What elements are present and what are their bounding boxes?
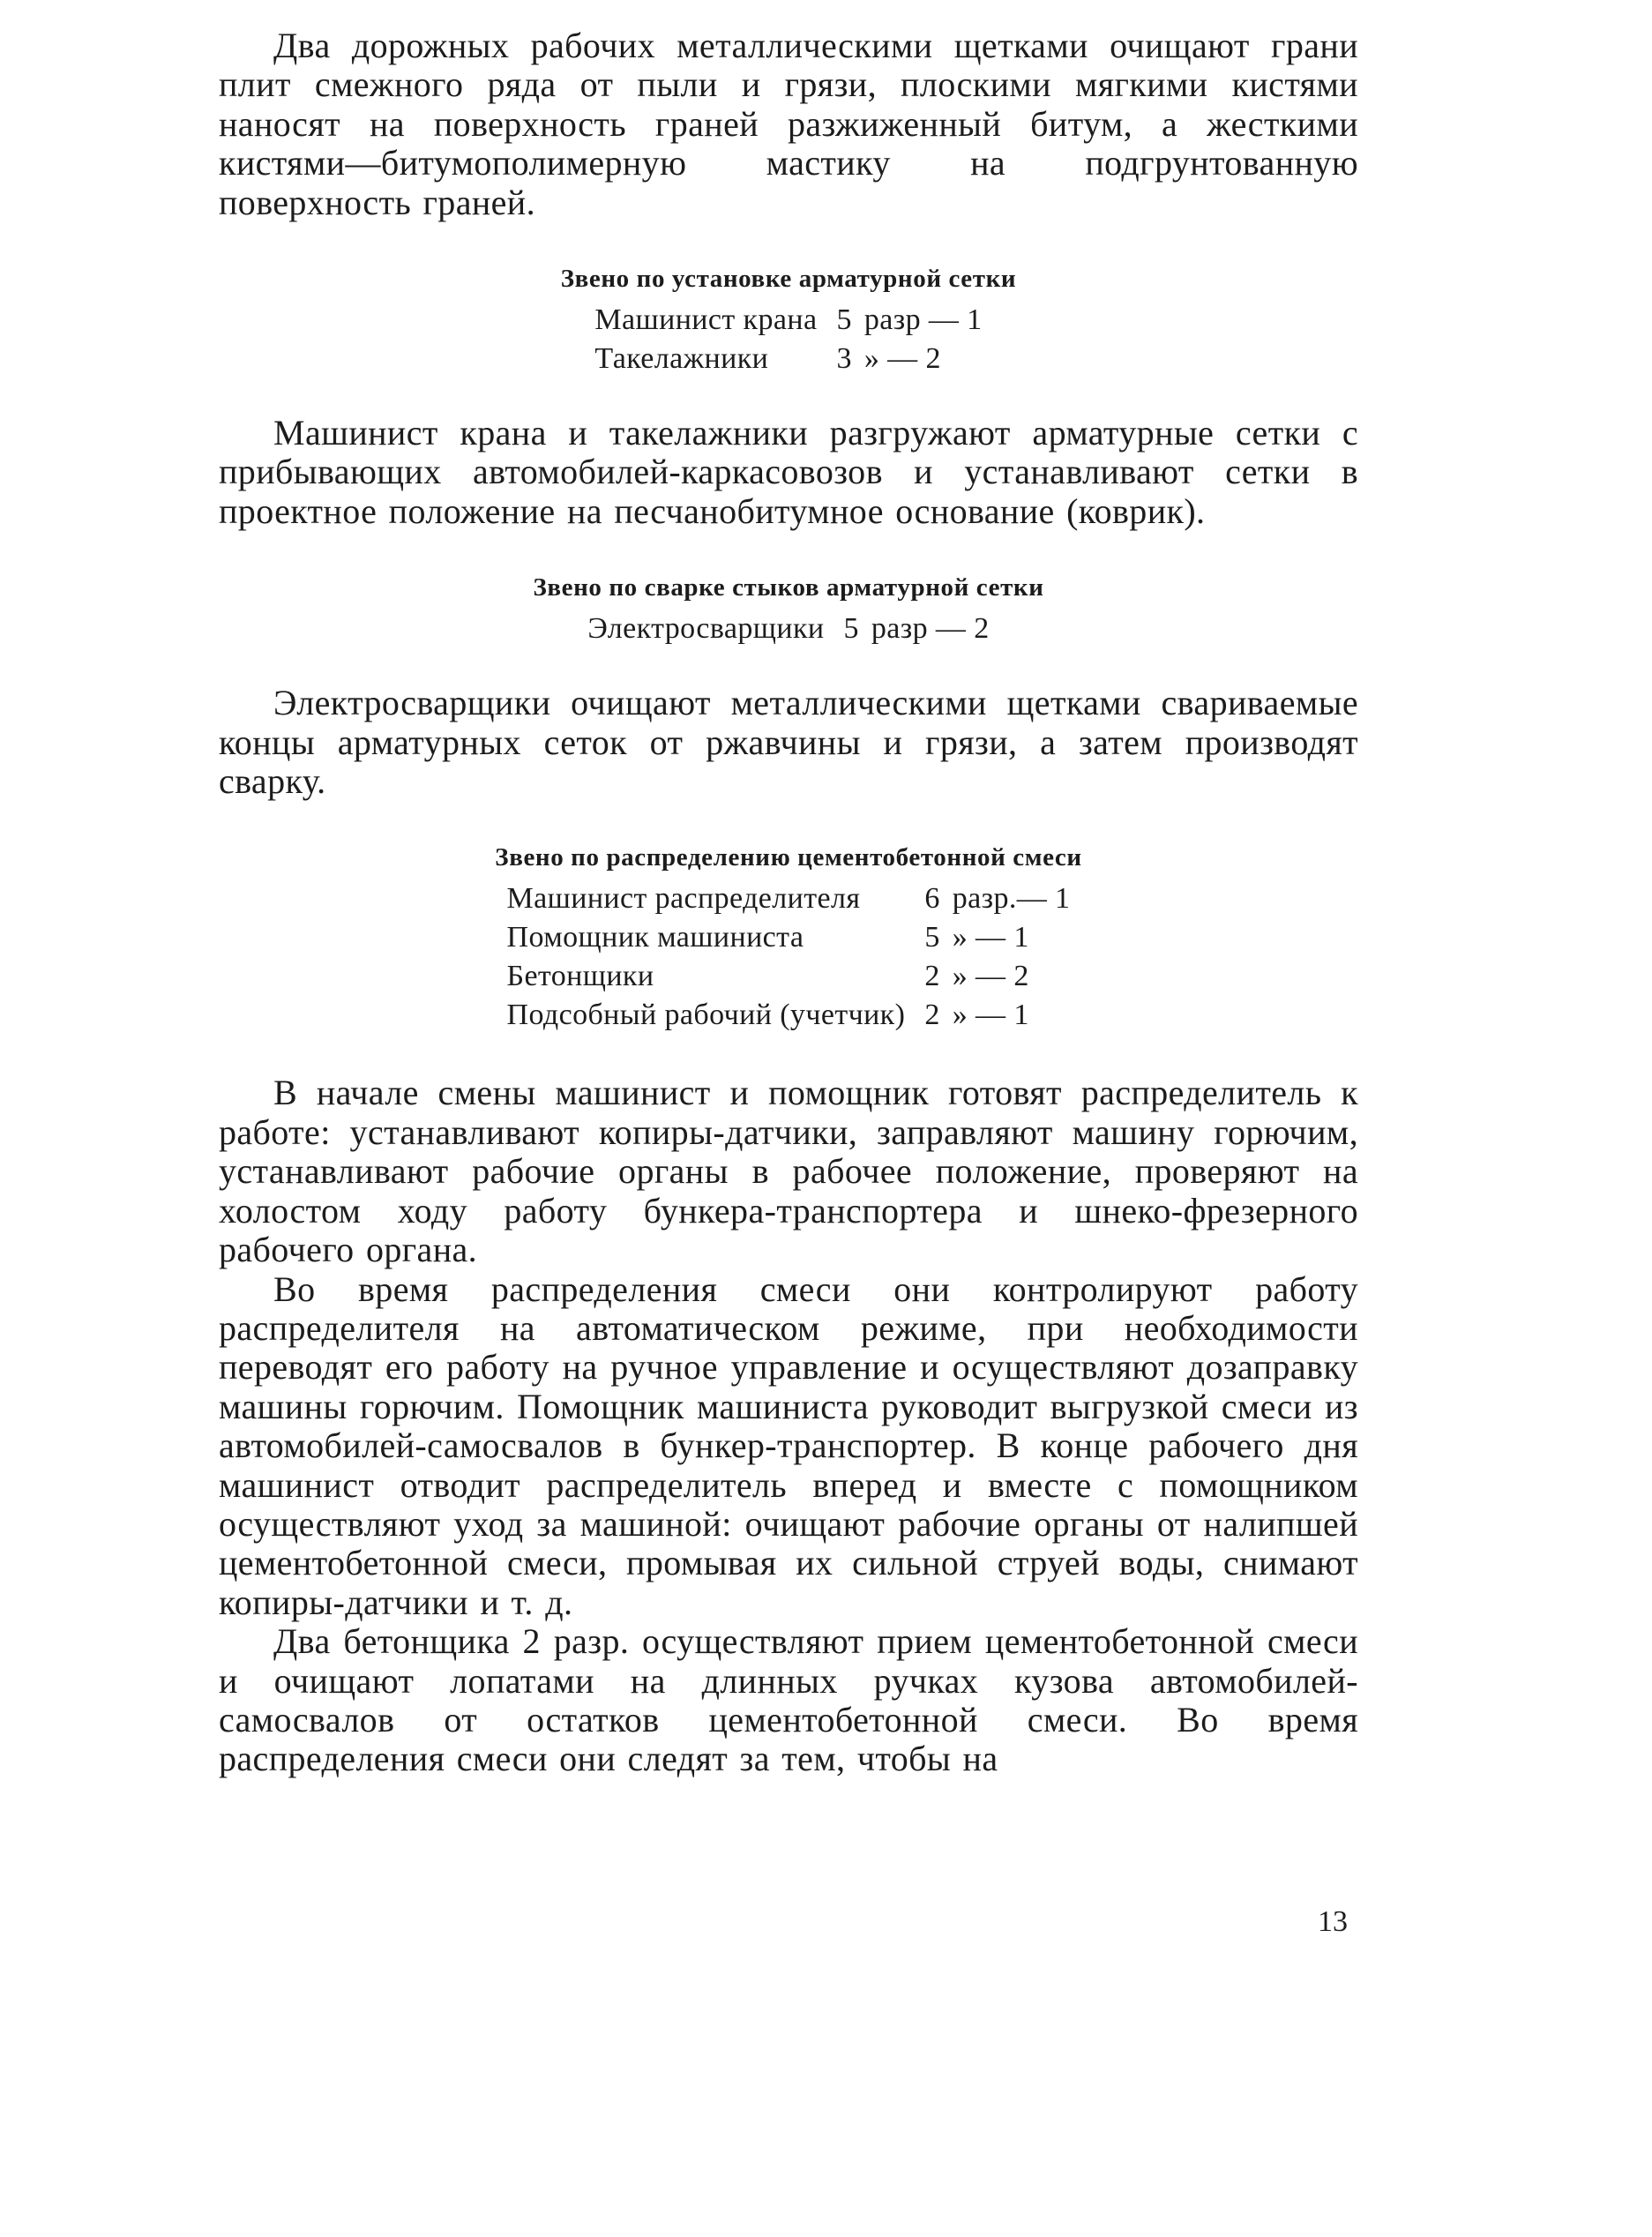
crew-role: Помощник машиниста (506, 921, 804, 954)
crew-count: разр.— 1 (952, 882, 1071, 916)
crew-grade: 2 (924, 999, 940, 1032)
crew-row (507, 918, 1071, 957)
section-title-concrete-spread: Звено по распределению цементобетонной смеси (495, 843, 1082, 872)
crew-row (594, 301, 982, 340)
crew-grade: 5 (843, 612, 859, 646)
section-title-mesh-install: Звено по установке арматурной сетки (560, 265, 1017, 294)
paragraph-2: Машинист крана и такелажники разгружают арматурные сетки с прибывающих автомобилей-каркасовозов и устанавливают сетки в проектное положение на песчанобитумное основание (коврик). (219, 413, 1358, 531)
page-content (219, 26, 1358, 1779)
crew-grade: 5 (836, 303, 852, 337)
crew-count: разр — 1 (863, 303, 983, 337)
crew-count: » — 1 (952, 921, 1029, 954)
crew-row (587, 610, 989, 648)
crew-table-mesh-install (594, 301, 982, 378)
crew-row (507, 879, 1071, 918)
crew-row (594, 340, 982, 378)
paragraph-4: В начале смены машинист и помощник готовят распределитель к работе: устанавливают копиры-датчики, заправляют машину горючим, устанавливают рабочие органы в рабочее положение, проверяют на холостом ходу работу бункера-транспортера и шнеко-фрезерного рабочего органа. (219, 1073, 1358, 1270)
section-title-mesh-weld: Звено по сварке стыков арматурной сетки (533, 573, 1044, 602)
crew-grade: 2 (924, 960, 940, 993)
paragraph-3: Электросварщики очищают металлическими щетками свариваемые концы арматурных сеток от ржавчины и грязи, а затем производят сварку. (219, 683, 1358, 802)
crew-row (507, 957, 1071, 996)
paragraph-1: Два дорожных рабочих металлическими щетками очищают грани плит смежного ряда от пыли и грязи, плоскими мягкими кистями наносят на поверхность граней разжиженный битум, а жесткими кистями—битумополимерную мастику на подгрунтованную поверхность граней. (219, 26, 1358, 222)
paragraph-6: Два бетонщика 2 разр. осуществляют прием цементобетонной смеси и очищают лопатами на длинных ручках кузова автомобилей-самосвалов от остатков цементобетонной смеси. Во время распределения смеси они следят за тем, чтобы на (219, 1621, 1358, 1779)
crew-grade: 5 (924, 921, 940, 954)
paragraph-5: Во время распределения смеси они контролируют работу распределителя на автоматическом режиме, при необходимости переводят его работу на ручное управление и осуществляют дозаправку машины горючим. Помощник машиниста руководит выгрузкой смеси из автомобилей-самосвалов в бункер-транспортер. В конце рабочего дня машинист отводит распределитель вперед и вместе с помощником осуществляют уход за машиной: очищают рабочие органы от налипшей цементобетонной смеси, промывая их сильной струей воды, снимают копиры-датчики и т. д. (219, 1268, 1358, 1622)
crew-count: » — 1 (952, 999, 1029, 1032)
page-number: 13 (1318, 1905, 1348, 1938)
crew-grade: 3 (836, 342, 852, 376)
crew-role: Такелажники (594, 342, 769, 376)
crew-count: » — 2 (863, 342, 941, 376)
crew-count: » — 2 (952, 960, 1029, 993)
crew-grade: 6 (924, 882, 940, 916)
crew-count: разр — 2 (871, 612, 990, 646)
crew-role: Электросварщики (587, 612, 825, 646)
crew-role: Машинист распределителя (506, 882, 861, 916)
crew-role: Подсобный рабочий (учетчик) (506, 999, 906, 1032)
crew-role: Машинист крана (594, 303, 818, 337)
crew-row (507, 996, 1071, 1035)
crew-table-mesh-weld (587, 610, 989, 648)
crew-role: Бетонщики (506, 960, 654, 993)
crew-table-concrete-spread (507, 879, 1071, 1035)
